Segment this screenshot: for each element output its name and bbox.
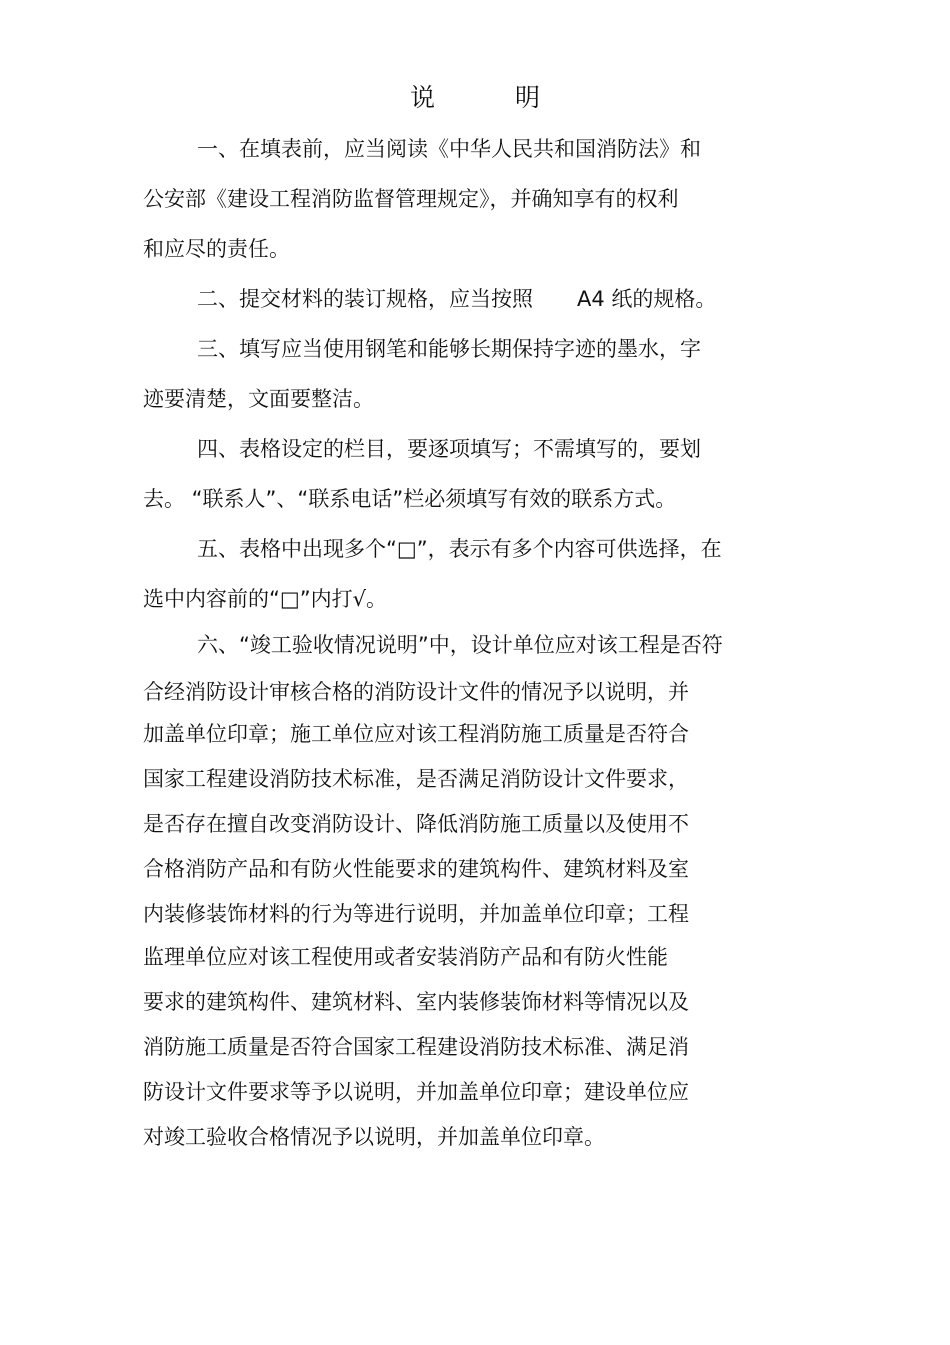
section-6-line-6: 合格消防产品和有防火性能要求的建筑构件、建筑材料及室 [143,857,689,881]
section-4-line-1: 四、表格设定的栏目，要逐项填写；不需填写的，要划 [197,437,701,461]
section-5-line-1: 五、表格中出现多个“□”，表示有多个内容可供选择，在 [197,537,722,561]
section-1-line-2: 公安部《建设工程消防监督管理规定》，并确知享有的权利 [143,187,679,211]
section-6-line-4: 国家工程建设消防技术标准，是否满足消防设计文件要求， [143,767,689,791]
section-4-line-2: 去。 “联系人”、“联系电话”栏必须填写有效的联系方式。 [143,487,677,511]
section-3-line-2: 迹要清楚，文面要整洁。 [143,387,374,411]
section-6-line-8: 监理单位应对该工程使用或者安装消防产品和有防火性能 [143,945,668,969]
section-1-line-3: 和应尽的责任。 [143,237,290,261]
section-6-line-10: 消防施工质量是否符合国家工程建设消防技术标准、满足消 [143,1035,689,1059]
section-6-line-7: 内装修装饰材料的行为等进行说明，并加盖单位印章；工程 [143,902,689,926]
section-2-paper-size: A4 纸的规格。 [577,287,717,311]
section-6-line-2: 合经消防设计审核合格的消防设计文件的情况予以说明，并 [143,680,689,704]
section-6-line-12: 对竣工验收合格情况予以说明，并加盖单位印章。 [143,1125,605,1149]
section-6-line-5: 是否存在擅自改变消防设计、降低消防施工质量以及使用不 [143,812,689,836]
section-5-line-2: 选中内容前的“□”内打√。 [143,587,387,611]
section-1-line-1: 一、在填表前，应当阅读《中华人民共和国消防法》和 [197,137,701,161]
section-2-text: 二、提交材料的装订规格，应当按照 [197,287,533,311]
section-6-line-1: 六、“竣工验收情况说明”中，设计单位应对该工程是否符 [197,633,723,657]
section-6-line-3: 加盖单位印章；施工单位应对该工程消防施工质量是否符合 [143,722,689,746]
section-3-line-1: 三、填写应当使用钢笔和能够长期保持字迹的墨水，字 [197,337,701,361]
page-title: 说 明 [410,83,576,112]
section-6-line-11: 防设计文件要求等予以说明，并加盖单位印章；建设单位应 [143,1080,689,1104]
section-2-line-1 [197,284,716,314]
section-6-line-9: 要求的建筑构件、建筑材料、室内装修装饰材料等情况以及 [143,990,689,1014]
